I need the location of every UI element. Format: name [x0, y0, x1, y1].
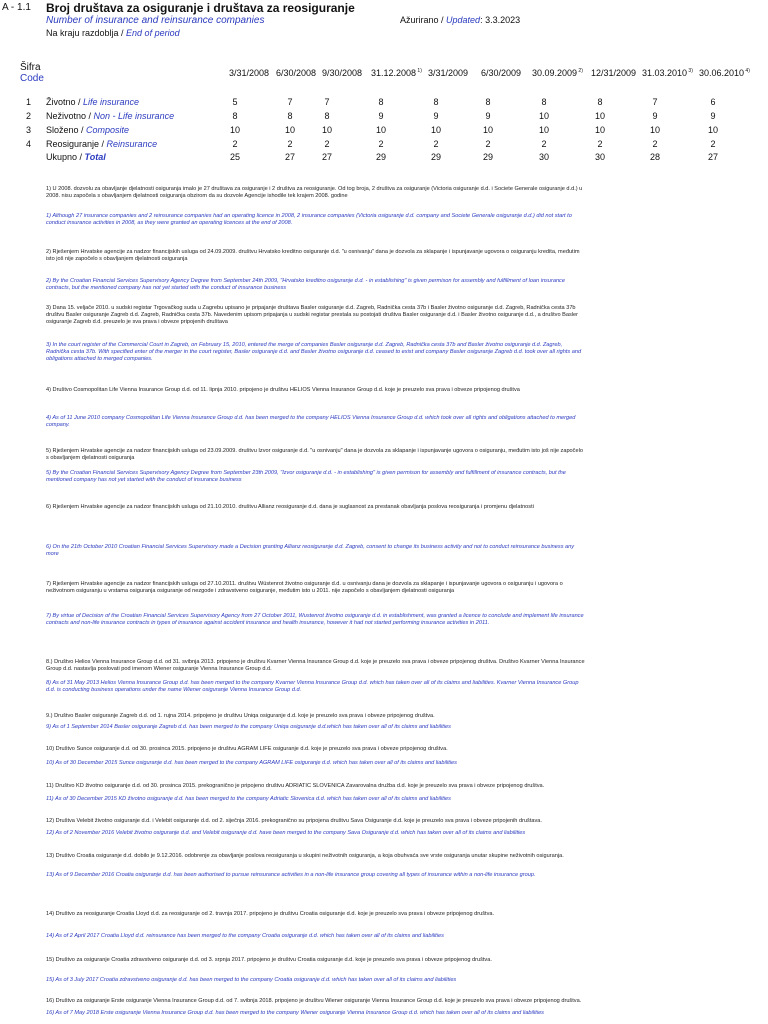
column-date-2: [276, 68, 316, 78]
row-label-hr: Neživotno /: [46, 111, 94, 121]
table-cell: 9: [485, 111, 491, 121]
table-cell: 2: [710, 139, 716, 149]
table-cell: 27: [707, 152, 718, 162]
table-cell: 10: [594, 111, 605, 121]
footnote-hr: 6) Rješenjem Hrvatske agencije za nadzor financijskih usluga od 21.10.2010. društvu Allianz reosiguranje d.d. dana je suglasnost za prestanak obavljanja poslova reosiguranja i promjenu djelatnosti: [46, 504, 534, 510]
footnote-en: 11) As of 30 December 2015 KD životno osiguranje d.d. has been merged to the company Adriatic Slovenica d.d. which has taken over all of its claims and liabilities: [46, 796, 451, 802]
table-cell: 29: [430, 152, 441, 162]
table-cell: 29: [482, 152, 493, 162]
table-cell: 10: [594, 125, 605, 135]
footnote-hr: 1) U 2008. dozvolu za obavljanje djelatnosti osiguranja imalo je 27 društava za osiguranje i 2 društva za reosiguranje. Od tog broja, 2 društva za osiguranje (Victoria osiguranje d.d. i Societe Generale osiguranje d.d.) u 2008. nisu započela s obavljanjem djelatnosti osiguranja obzirom da su dozvole Agencije ishodile tek krajem 2008. godine: [46, 186, 583, 200]
row-label: [46, 139, 157, 149]
row-label-hr: Reosiguranje /: [46, 139, 107, 149]
footnote-en: 10) As of 30 December 2015 Sunce osiguranje d.d. has been merged to the company AGRAM LIFE osiguranje d.d. which has taken over all of its claims and liabilities: [46, 760, 457, 766]
date-footnote-ref: 2): [577, 68, 583, 74]
table-cell: 27: [321, 152, 332, 162]
footnote-en: 12) As of 2 November 2016 Velebit životno osiguranje d.d. and Velebit osiguranje d.d. have been merged to the company Sava Osiguranje d.d. which has taken over all of its claims and liabilities: [46, 830, 526, 836]
row-label-hr: Ukupno /: [46, 152, 85, 162]
footnote-hr: 3) Dana 15. veljače 2010. u sudski registar Trgovačkog suda u Zagrebu upisano je pripajanje društava Basler osiguranje d.d. Zagreb, Radnička cesta 37b i Basler životno osiguranje d.d. Zagreb, Radnička cesta 37b društvu Basler osiguranje Zagreb d.d. Zagreb, Radnička cesta 37b. Navedenim upisom pripajanja u sudski registar prestala su postojati društva Basler osiguranje d.d. i Basler životno osiguranje d.d., a društvo Basler osiguranje Zagreb d.d. preuzelo je sva prava i obveze pripojenih društava: [46, 305, 578, 326]
table-cell: 2: [232, 139, 238, 149]
table-cell: 9: [710, 111, 716, 121]
footnote-en: 16) As of 7 May 2018 Erste osiguranje Vienna Insurance Group d.d. has been merged to the company Wiener osiguranje Vienna Insurance Group d.d. which has taken over all of its claims and liabilities: [46, 1010, 544, 1016]
period-hr: Na kraju razdoblja /: [46, 28, 127, 38]
table-cell: 9: [652, 111, 658, 121]
table-cell: 10: [375, 125, 386, 135]
footnote-hr: 9.) Društvo Basler osiguranje Zagreb d.d. od 1. rujna 2014. pripojeno je društvu Uniqa osiguranje d.d. koje je preuzelo sva prava i obveze pripojenog društva.: [46, 713, 435, 719]
table-cell: 25: [229, 152, 240, 162]
table-cell: 29: [375, 152, 386, 162]
footnote-en: 1) Although 27 insurance companies and 2 reinsurance companies had an operating licence in 2008, 2 insurance companies (Victoria osiguranje d.d. company and Societe Generale osiguranje d.d.) did not start to conduct insurance activities in 2008, as they were granted an operating licences at the end of 2008.: [46, 213, 572, 227]
table-cell: 5: [232, 97, 238, 107]
table-cell: 30: [594, 152, 605, 162]
table-cell: 2: [485, 139, 491, 149]
table-cell: 6: [710, 97, 716, 107]
table-cell: 9: [378, 111, 384, 121]
row-label: [46, 97, 139, 107]
row-code: 2: [26, 111, 32, 121]
row-label: [46, 152, 106, 162]
row-label-hr: Složeno /: [46, 125, 87, 135]
table-cell: 2: [378, 139, 384, 149]
date-text: 3/31/2009: [428, 68, 469, 78]
table-cell: 2: [541, 139, 547, 149]
date-footnote-ref: 1): [416, 68, 422, 74]
table-cell: 10: [538, 111, 549, 121]
row-label: [46, 111, 174, 121]
page-title: Broj društava za osiguranje i društava za reosiguranje: [46, 1, 355, 15]
footnote-en: 15) As of 3 July 2017 Croatia zdravstveno osiguranje d.d. has been merged to the company Croatia osiguranje d.d. which has taken over all of its claims and liabilities: [46, 977, 457, 983]
footnote-en: 13) As of 9 December 2016 Croatia osiguranje d.d. has been authorised to pursue reinsurance activities in a non-life insurance group covering all types of insurance within a non-life insurance group.: [46, 872, 536, 878]
footnote-en: 6) On the 21th October 2010 Croatian Financial Services Supervisory made a Decision granting Allianz reosiguranje d.d. Zagreb, consent to change its business activity and not to conduct reinsurance business any more: [46, 544, 575, 558]
column-date-10: [699, 68, 750, 78]
row-label-en: Life insurance: [83, 97, 140, 107]
column-date-4: [371, 68, 422, 78]
table-cell: 2: [287, 139, 293, 149]
footnote-en: 7) By virtue of Decision of the Croatian Financial Services Supervisory Agency from 27 October 2011, Wustenrot životno osiguranje d.d. in establishment, was granted a licence to conclude and implement life insurance contracts and non-life insurance contracts in types of insurance against accident insurance and health insurance, however it had not started performing insurance activities in 2011.: [46, 613, 584, 627]
period-en: End of period: [126, 28, 180, 38]
footnote-hr: 5) Rješenjem Hrvatske agencije za nadzor financijskih usluga od 23.09.2009. društvu Izvor osiguranje d.d. "u osnivanju" dana je dozvola za sklapanje i ispunjavanje ugovora o osiguranju, međutim isto još nije započelo s obavljanjem djelatnosti osiguranja: [46, 448, 583, 462]
table-cell: 7: [652, 97, 658, 107]
date-footnote-ref: 3): [687, 68, 693, 74]
footnote-hr: 8.) Društvo Helios Vienna Insurance Group d.d. od 31. svibnja 2013. pripojeno je društvu Kvarner Vienna Insurance Group d.d. koje je preuzelo sva prava i obveze pripojenog društva. Društvo Kvarner Vienna Insurance Group d.d. nastavlja poslovati pod imenom Wiener osiguranje Vienna Insurance Group d.d.: [46, 659, 585, 673]
date-text: 30.06.2010: [699, 68, 745, 78]
date-text: 6/30/2008: [276, 68, 317, 78]
column-date-7: [532, 68, 583, 78]
table-cell: 7: [287, 97, 293, 107]
table-cell: 10: [482, 125, 493, 135]
updated-en: Updated: [446, 15, 481, 25]
table-cell: 27: [284, 152, 295, 162]
code-hr: Šifra: [20, 62, 41, 73]
updated-date: : 3.3.2023: [480, 15, 521, 25]
footnote-hr: 15) Društvo za osiguranje Croatia zdravstveno osiguranje d.d. od 3. srpnja 2017. pripojeno je društvu Croatia osiguranje d.d. koje je preuzelo sva prava i obveze pripojenog društva.: [46, 957, 492, 963]
row-label-en: Composite: [86, 125, 130, 135]
table-cell: 10: [538, 125, 549, 135]
date-footnote-ref: 4): [744, 68, 750, 74]
footnote-hr: 14) Društvo za reosiguranje Croatia Lloyd d.d. za reosiguranje od 2. travnja 2017. pripojeno je društvu Croatia osiguranje d.d. koje je preuzelo sva prava i obveze pripojenog društva.: [46, 911, 495, 917]
table-cell: 8: [232, 111, 238, 121]
footnote-hr: 13) Društvo Croatia osiguranje d.d. dobilo je 9.12.2016. odobrenje za obavljanje poslova reosiguranja u skupini neživotnih osiguranja, a koja obuhvaća sve vrste osiguranja unutar skupine neživotnih osiguranja.: [46, 853, 564, 859]
table-cell: 10: [229, 125, 240, 135]
table-cell: 10: [284, 125, 295, 135]
footnote-en: 9) As of 1 September 2014 Basler osiguranje Zagreb d.d. has been merged to the company Uniqa osiguranje d.d.which has taken over all of its claims and liabilities: [46, 724, 451, 730]
table-cell: 8: [433, 97, 439, 107]
table-cell: 30: [538, 152, 549, 162]
table-cell: 2: [652, 139, 658, 149]
footnote-en: 2) By the Croatian Financial Services Supervisory Agency Degree from September 24th 2009, "Hrvatsko kreditno osiguranje d.d. - in establishing" is given permison for assembly and fulfillment of loan insurance contracts, but the mentioned company has not yet started with the conduct of insurance business: [46, 278, 565, 292]
footnote-en: 8) As of 31 May 2013 Helios Vienna Insurance Group d.d. has been merged to the company Kvarner Vienna Insurance Group d.d. which has taken over all of its claims and liabilities. Kvarner Vienna Insurance Group d.d. is conducting business operations under the name Wiener osiguranje Vienna Insurance Group d.d.: [46, 680, 579, 694]
column-date-9: [642, 68, 693, 78]
code-en: Code: [20, 73, 44, 84]
footnote-hr: 2) Rješenjem Hrvatske agencije za nadzor financijskih usluga od 24.09.2009. društvu Hrvatsko kreditno osiguranje d.d. "u osnivanju" dana je dozvola za sklapanje i ispunjavanje ugovora o osiguranju kredita, međutim isto još nije započelo s obavljanjem djelatnosti osiguranja: [46, 249, 580, 263]
footnote-hr: 4) Društvo Cosmopolitan Life Vienna Insurance Group d.d. od 11. lipnja 2010. pripojeno je društvu HELIOS Vienna Insurance Group d.d. koje je preuzelo sva prava i obveze pripojenog društva: [46, 387, 520, 393]
table-cell: 8: [324, 111, 330, 121]
date-text: 3/31/2008: [229, 68, 270, 78]
date-text: 9/30/2008: [322, 68, 363, 78]
footnote-hr: 10) Društvo Sunce osiguranje d.d. od 30. prosinca 2015. pripojeno je društvu AGRAM LIFE osiguranje d.d. koje je preuzelo sva prava i obveze pripojenog društva.: [46, 746, 448, 752]
footnote-en: 4) As of 11 June 2010 company Cosmopolitan Life Vienna Insurance Group d.d. has been merged to the company HELIOS Vienna Insurance Group d.d. which took over all rights and obligations attached to merged company.: [46, 415, 576, 429]
table-cell: 9: [433, 111, 439, 121]
row-label: [46, 125, 129, 135]
table-cell: 10: [430, 125, 441, 135]
table-cell: 2: [433, 139, 439, 149]
column-date-8: [591, 68, 636, 78]
date-text: 30.09.2009: [532, 68, 578, 78]
column-date-3: [322, 68, 362, 78]
table-cell: 10: [321, 125, 332, 135]
table-cell: 8: [378, 97, 384, 107]
row-label-hr: Životno /: [46, 97, 84, 107]
footnote-hr: 16) Društvo za osiguranje Erste osiguranje Vienna Insurance Group d.d. od 7. svibnja 2018. pripojeno je društvu Wiener osiguranje Vienna Insurance Group d.d. koje je preuzelo sva prava i obveze pripojenog društva.: [46, 998, 582, 1004]
date-text: 6/30/2009: [481, 68, 522, 78]
footnote-en: 3) In the court register of the Commercial Court in Zagreb, on February 15, 2010, entered the merge of companies Basler osiguranje d.d. Zagreb, Radnička cesta 37b and Basler životno osiguranje d.d. Zagreb, Radnička cesta 37b. With specified enter of the merger in the court register, Basler osiguranje d.d. and Basler životno osiguranje d.d. ceased to exist and company Basler osiguranje Zagreb d.d. took over all rights and obligations attached to merged companies.: [46, 342, 582, 363]
row-label-en: Non - Life insurance: [93, 111, 175, 121]
footnote-en: 14) As of 2 April 2017 Croatia Lloyd d.d. reinsurance has been merged to the company Croatia osiguranje d.d. which has taken over all of its claims and liabilities: [46, 933, 444, 939]
table-cell: 10: [649, 125, 660, 135]
table-cell: 10: [707, 125, 718, 135]
date-text: 31.12.2008: [371, 68, 417, 78]
date-text: 31.03.2010: [642, 68, 688, 78]
table-cell: 28: [649, 152, 660, 162]
period-label: [46, 28, 180, 38]
footnote-hr: 12) Društva Velebit životno osiguranje d.d. i Velebit osiguranje d.d. od 2. siječnja 2016. prekogranično su pripojena društvu Sava Osiguranje d.d. koje je preuzelo sva prava i obveze pripojenih društava.: [46, 818, 542, 824]
footnote-en: 5) By the Croatian Financial Services Supervisory Agency Degree from September 23th 2009, "Izvor osiguranje d.d. - in establishing" is given permison for assembly and fulfillment of insurance contracts, but the mentioned company has not yet started with the conduct of insurance business: [46, 470, 566, 484]
table-cell: 7: [324, 97, 330, 107]
table-cell: 8: [541, 97, 547, 107]
updated-label: [400, 15, 520, 25]
row-label-en: Reinsurance: [106, 139, 158, 149]
page-subtitle-en: Number of insurance and reinsurance companies: [46, 15, 265, 26]
table-cell: 2: [597, 139, 603, 149]
table-cell: 8: [485, 97, 491, 107]
row-code: 3: [26, 125, 32, 135]
column-date-6: [481, 68, 521, 78]
footnote-hr: 7) Rješenjem Hrvatske agencije za nadzor financijskih usluga od 27.10.2011. društvu Wüstenrot životno osiguranje d.d. u osnivanju dana je dozvola za sklapanje i ispunjavanje ugovora o osiguranju i ugovora o neživotnom osiguranju u vrstama osiguranja osiguranje od nezgode i zdravstveno osiguranje, međutim isto u 2011. nije započelo s obavljanjem djelatnosti osiguranja: [46, 581, 563, 595]
row-code: 4: [26, 139, 32, 149]
table-code: A - 1.1: [2, 2, 31, 13]
footnote-hr: 11) Društvo KD životno osiguranje d.d. od 30. prosinca 2015. prekogranično je pripojeno društvu ADRIATIC SLOVENICA Zavarovalna družba d.d. koje je preuzelo sva prava i obveze pripojenog društva.: [46, 783, 545, 789]
table-cell: 8: [287, 111, 293, 121]
row-code: 1: [26, 97, 32, 107]
updated-hr: Ažurirano /: [400, 15, 447, 25]
row-label-en: Total: [84, 152, 106, 162]
code-column-header: [20, 62, 44, 84]
date-text: 12/31/2009: [591, 68, 637, 78]
table-cell: 8: [597, 97, 603, 107]
column-date-5: [428, 68, 468, 78]
table-cell: 2: [324, 139, 330, 149]
column-date-1: [229, 68, 269, 78]
